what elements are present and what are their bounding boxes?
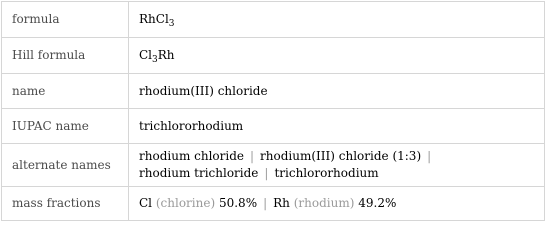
- mass-fraction-element: (chlorine): [155, 196, 216, 210]
- formula-label: formula: [2, 2, 129, 38]
- hill-formula-label: Hill formula: [2, 38, 129, 74]
- alternate-name: rhodium(III) chloride (1:3): [260, 149, 422, 163]
- name-value: rhodium(III) chloride: [129, 74, 545, 109]
- alternate-names-line-1: [139, 148, 534, 165]
- alternate-names-value: [129, 144, 545, 187]
- table-row-name: [2, 74, 545, 109]
- mass-fraction-element: (rhodium): [293, 196, 355, 210]
- table-row-formula: [2, 2, 545, 38]
- hill-formula-value: [129, 38, 545, 74]
- formula-subscript: 3: [168, 19, 175, 29]
- mass-fraction-symbol: Rh: [273, 196, 290, 210]
- iupac-name-value: trichlororhodium: [129, 109, 545, 144]
- mass-fractions-label: mass fractions: [2, 187, 129, 221]
- table-row-hill-formula: [2, 38, 545, 74]
- alternate-names-line-2: [139, 165, 534, 182]
- table-row-mass-fractions: [2, 187, 545, 221]
- alternate-name: rhodium trichloride: [139, 166, 259, 180]
- table-row-iupac-name: [2, 109, 545, 144]
- mass-fraction-value: 49.2%: [358, 196, 397, 210]
- table-row-alternate-names: [2, 144, 545, 187]
- hill-formula-subscript: 3: [152, 55, 158, 65]
- properties-table: [1, 1, 545, 221]
- mass-fraction-symbol: Cl: [139, 196, 153, 210]
- iupac-name-label: IUPAC name: [2, 109, 129, 144]
- alternate-name: trichlororhodium: [274, 166, 379, 180]
- formula-value: [129, 2, 545, 38]
- alternate-names-label: alternate names: [2, 144, 129, 187]
- mass-fraction-separator: |: [263, 196, 268, 210]
- formula-main: RhCl: [139, 12, 169, 26]
- alternate-name-separator: |: [427, 149, 432, 163]
- mass-fractions-value: [129, 187, 545, 221]
- alternate-name-separator: |: [250, 149, 255, 163]
- name-label: name: [2, 74, 129, 109]
- alternate-name: rhodium chloride: [139, 149, 244, 163]
- hill-formula-post: Rh: [157, 48, 175, 62]
- hill-formula-pre: Cl: [139, 48, 153, 62]
- mass-fraction-value: 50.8%: [218, 196, 258, 210]
- alternate-name-separator: |: [264, 166, 269, 180]
